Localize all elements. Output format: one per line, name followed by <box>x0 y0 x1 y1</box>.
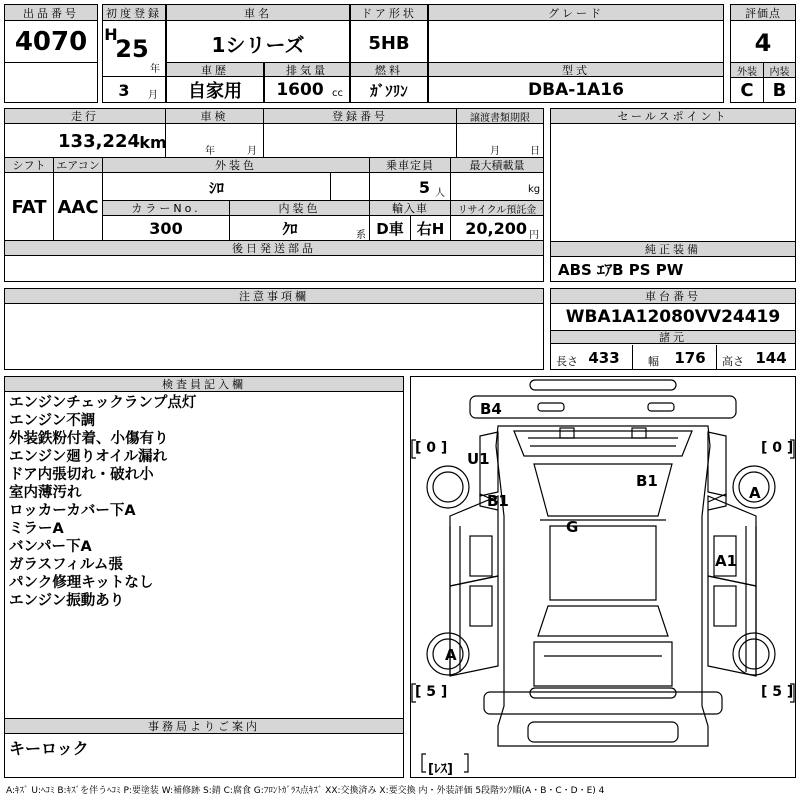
wid-value: 176 <box>674 349 706 367</box>
first-reg-label: 初度登録 <box>103 5 165 21</box>
mark-u1: U1 <box>467 450 490 468</box>
office-label: 事務局よりご案内 <box>5 719 403 734</box>
capacity-unit: 人 <box>435 188 445 199</box>
mark-g: G <box>566 518 579 536</box>
spare-tire: [ﾚｽ] <box>428 762 453 777</box>
capacity-label: 乗車定員 <box>370 158 450 173</box>
later-label: 後日発送部品 <box>5 241 543 256</box>
spec-label: 諸元 <box>551 330 795 344</box>
tire-rear-left: [ 5 ] <box>415 684 448 700</box>
lot-label: 出品番号 <box>5 5 97 21</box>
import-label: 輸入車 <box>370 201 450 216</box>
mark-b1-right: B1 <box>636 472 658 490</box>
chassis-label: 車台番号 <box>551 289 795 304</box>
inspect-month-unit: 月 <box>247 146 257 157</box>
door-type: 5HB <box>368 32 410 54</box>
car-diagram <box>410 376 796 778</box>
inspector-note: パンク修理キットなし <box>9 575 154 591</box>
intcolor-value: ｸﾛ <box>282 220 298 238</box>
mileage-value: 133,224 <box>58 130 140 152</box>
inspector-note: ロッカーカバー下A <box>9 503 136 519</box>
legend: A:ｷｽﾞ U:ﾍｺﾐ B:ｷｽﾞを伴うﾍｺﾐ P:要塗装 W:補修跡 S:錆 C:腐食 G:ﾌﾛﾝﾄｶﾞﾗｽ点ｷｽﾞ XX:交換済み X:要交換 内・外装評価 5段階ﾗﾝｸ順(A・B・C・D・E) 4 <box>6 786 605 796</box>
regno-label: 登録番号 <box>264 109 456 124</box>
tire-front-left: [ 0 ] <box>415 440 448 456</box>
len-value: 433 <box>588 349 620 367</box>
year-unit: 年 <box>150 64 160 75</box>
hgt-label: 高さ <box>722 355 744 368</box>
mark-a-top: A <box>749 484 761 502</box>
fuel-value: ｶﾞｿﾘﾝ <box>370 81 408 100</box>
shift-label: シフト <box>5 158 53 173</box>
inspector-note: エンジン不調 <box>9 413 96 429</box>
equip-value: ABS ｴｱB PS PW <box>558 261 684 279</box>
color-label: 外装色 <box>103 158 369 173</box>
era: H <box>104 24 118 44</box>
intcolor-unit: 系 <box>356 230 366 241</box>
disp-value: 1600 <box>276 80 324 100</box>
chassis-number: WBA1A12080VV24419 <box>565 307 781 327</box>
score-value: 4 <box>754 29 772 57</box>
inspect-label: 車検 <box>166 109 263 124</box>
model-label: 型式 <box>429 63 723 77</box>
load-label: 最大積載量 <box>451 158 543 173</box>
colorno-label: カラーNo. <box>103 201 229 216</box>
inspector-note: 外装鉄粉付着、小傷有り <box>9 431 169 447</box>
import-a: D車 <box>376 220 404 238</box>
transfer-label: 譲渡書類期限 <box>457 109 543 124</box>
mark-b1-left: B1 <box>487 492 509 510</box>
transfer-day-unit: 日 <box>530 146 540 157</box>
len-label: 長さ <box>556 355 578 368</box>
inspector-note: エンジン廻りオイル漏れ <box>9 449 168 465</box>
mark-b4: B4 <box>480 400 502 418</box>
grade-value <box>429 24 723 62</box>
inspector-note: エンジンチェックランプ点灯 <box>9 395 197 411</box>
mark-a-bottom: A <box>445 646 457 664</box>
shift-value: FAT <box>11 196 47 218</box>
color-value: ｼﾛ <box>208 178 224 197</box>
grade-label: グレード <box>429 5 723 21</box>
sales-label: セールスポイント <box>551 109 795 124</box>
inspect-year-unit: 年 <box>205 146 215 157</box>
tire-front-right: [ 0 ] <box>761 440 794 456</box>
reg-year: 25 <box>115 35 149 63</box>
mileage-label: 走行 <box>5 109 165 124</box>
recycle-value: 20,200 <box>465 219 527 238</box>
capacity-value: 5 <box>418 177 430 197</box>
wid-label: 幅 <box>648 355 659 368</box>
mark-a1: A1 <box>715 552 738 570</box>
ac-label: エアコン <box>54 158 102 173</box>
colorno-value: 300 <box>149 219 183 238</box>
int-label: 内装 <box>764 63 795 78</box>
history-label: 車歴 <box>167 63 263 77</box>
lot-number: 4070 <box>14 27 88 57</box>
score-label: 評価点 <box>731 5 795 21</box>
mileage-unit: km <box>139 132 167 152</box>
load-unit: kg <box>528 184 541 195</box>
ext-score: C <box>740 79 754 101</box>
disp-label: 排気量 <box>265 63 349 77</box>
transfer-month-unit: 月 <box>490 146 500 157</box>
hgt-value: 144 <box>755 349 787 367</box>
inspector-note: エンジン振動あり <box>9 593 125 609</box>
recycle-label: リサイクル預託金 <box>451 201 543 216</box>
inspector-note: ミラーA <box>9 521 64 537</box>
caution-label: 注意事項欄 <box>5 289 543 304</box>
inspector-note: ドア内張切れ・破れ小 <box>9 467 154 483</box>
int-score: B <box>772 79 787 101</box>
equip-label: 純正装備 <box>551 242 795 257</box>
inspector-note: バンパー下A <box>9 539 92 555</box>
reg-month: 3 <box>118 80 130 100</box>
tire-rear-right: [ 5 ] <box>761 684 794 700</box>
name-label: 車名 <box>167 5 349 21</box>
recycle-unit: 円 <box>529 230 539 241</box>
ac-value: AAC <box>57 196 99 218</box>
history-value: 自家用 <box>188 81 242 102</box>
month-unit: 月 <box>148 90 158 101</box>
car-name: 1シリーズ <box>211 32 305 57</box>
ext-label: 外装 <box>731 63 763 78</box>
inspector-note: ガラスフィルム張 <box>9 557 123 573</box>
fuel-label: 燃料 <box>351 63 427 77</box>
disp-unit: cc <box>332 88 343 99</box>
inspector-note: 室内薄汚れ <box>9 485 82 501</box>
inspector-label: 検査員記入欄 <box>5 377 403 392</box>
import-b: 右H <box>416 220 445 238</box>
door-label: ドア形状 <box>351 5 427 21</box>
model-value: DBA-1A16 <box>528 80 624 100</box>
intcolor-label: 内装色 <box>230 201 369 216</box>
office-text: キーロック <box>9 739 89 758</box>
